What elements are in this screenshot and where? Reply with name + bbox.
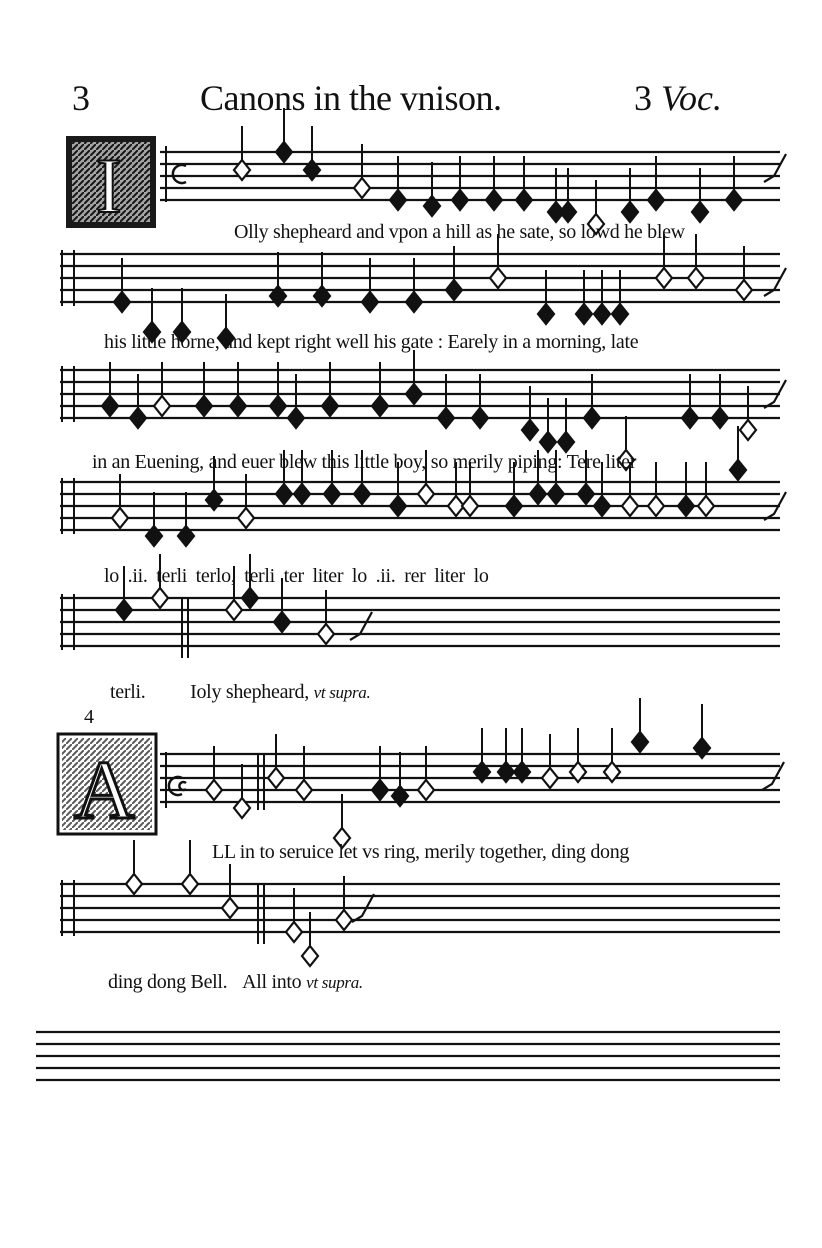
- page-title: Canons in the vnison.: [200, 78, 502, 118]
- note-head: [126, 874, 142, 894]
- note-head: [268, 768, 284, 788]
- note-head: [622, 202, 638, 222]
- note-head: [270, 396, 286, 416]
- note-head: [302, 946, 318, 966]
- staves: [36, 146, 780, 1080]
- note-head: [112, 508, 128, 528]
- canon-number: 4: [84, 706, 94, 728]
- lyric-all-into: All into: [242, 971, 302, 993]
- note-head: [736, 280, 752, 300]
- note-head: [354, 484, 370, 504]
- note-head: [152, 588, 168, 608]
- lyric-line-1: Olly shepheard and vpon a hill as he sate, so lowd he blew: [234, 221, 685, 243]
- note-head: [612, 304, 628, 324]
- note-head: [230, 396, 246, 416]
- note-head: [648, 190, 664, 210]
- note-head: [322, 396, 338, 416]
- note-head: [242, 588, 258, 608]
- note-head: [196, 396, 212, 416]
- note-head: [354, 178, 370, 198]
- voices-number: 3: [634, 78, 652, 118]
- svg-text:I: I: [96, 142, 122, 229]
- note-head: [594, 304, 610, 324]
- note-head: [682, 408, 698, 428]
- note-head: [540, 432, 556, 452]
- note-head: [516, 190, 532, 210]
- voices-abbrev: Voc.: [661, 78, 722, 118]
- note-head: [276, 484, 292, 504]
- lyric-vt-supra: vt supra.: [313, 683, 371, 702]
- note-head: [578, 484, 594, 504]
- note-head: [548, 484, 564, 504]
- note-head: [542, 768, 558, 788]
- note-head: [490, 268, 506, 288]
- note-head: [116, 600, 132, 620]
- note-head: [206, 780, 222, 800]
- note-head: [472, 408, 488, 428]
- note-head: [688, 268, 704, 288]
- note-head: [584, 408, 600, 428]
- note-head: [286, 922, 302, 942]
- note-head: [486, 190, 502, 210]
- note-head: [276, 142, 292, 162]
- note-head: [558, 432, 574, 452]
- note-head: [530, 484, 546, 504]
- note-head: [182, 874, 198, 894]
- note-head: [390, 190, 406, 210]
- note-head: [336, 910, 352, 930]
- note-head: [632, 732, 648, 752]
- note-head: [288, 408, 304, 428]
- note-head: [324, 484, 340, 504]
- note-head: [522, 420, 538, 440]
- lyric-line-4: lo .ii. terli terlo, terli ter liter lo .ii. rer liter lo: [104, 565, 489, 587]
- note-head: [154, 396, 170, 416]
- note-head: [740, 420, 756, 440]
- note-head: [274, 612, 290, 632]
- note-head: [372, 396, 388, 416]
- lyric-line-3: in an Euening, and euer blew this little boy, so merily piping: Tere liter: [92, 451, 637, 473]
- lyric-line-5: [110, 680, 370, 705]
- lyric-ding-dong-bell: ding dong Bell.: [108, 971, 228, 993]
- note-head: [656, 268, 672, 288]
- note-head: [372, 780, 388, 800]
- note-head: [362, 292, 378, 312]
- note-head: [538, 304, 554, 324]
- note-head: [462, 496, 478, 516]
- note-head: [726, 190, 742, 210]
- note-head: [648, 496, 664, 516]
- note-head: [712, 408, 728, 428]
- lyric-terli: terli.: [110, 681, 146, 703]
- note-head: [222, 898, 238, 918]
- lyric-line-2: his little horne, and kept right well his gate : Earely in a morning, late: [104, 331, 639, 353]
- lyric-line-7: [108, 970, 363, 995]
- note-head: [438, 408, 454, 428]
- note-head: [130, 408, 146, 428]
- note-head: [506, 496, 522, 516]
- initial-letter-i: [66, 136, 156, 229]
- note-head: [406, 292, 422, 312]
- note-head: [452, 190, 468, 210]
- note-head: [730, 460, 746, 480]
- note-head: [576, 304, 592, 324]
- custos-mark: [764, 268, 786, 296]
- note-head: [238, 508, 254, 528]
- page-number: 3: [72, 78, 90, 118]
- note-head: [594, 496, 610, 516]
- lyric-line-6: LL in to seruice let vs ring, merily together, ding dong: [212, 841, 630, 863]
- note-head: [446, 280, 462, 300]
- note-head: [692, 202, 708, 222]
- custos-mark: [764, 154, 786, 182]
- note-head: [390, 496, 406, 516]
- lyric-vt-supra-2: vt supra.: [306, 973, 363, 992]
- note-head: [114, 292, 130, 312]
- note-head: [678, 496, 694, 516]
- note-head: [406, 384, 422, 404]
- initial-letter-a: [58, 734, 156, 837]
- note-head: [102, 396, 118, 416]
- note-head: [418, 780, 434, 800]
- lyric-ioly: Ioly shepheard,: [190, 681, 309, 703]
- note-head: [294, 484, 310, 504]
- note-head: [226, 600, 242, 620]
- note-head: [622, 496, 638, 516]
- note-head: [418, 484, 434, 504]
- svg-text:A: A: [74, 744, 135, 837]
- note-head: [560, 202, 576, 222]
- custos-mark: [350, 612, 372, 640]
- note-head: [296, 780, 312, 800]
- note-head: [318, 624, 334, 644]
- note-head: [698, 496, 714, 516]
